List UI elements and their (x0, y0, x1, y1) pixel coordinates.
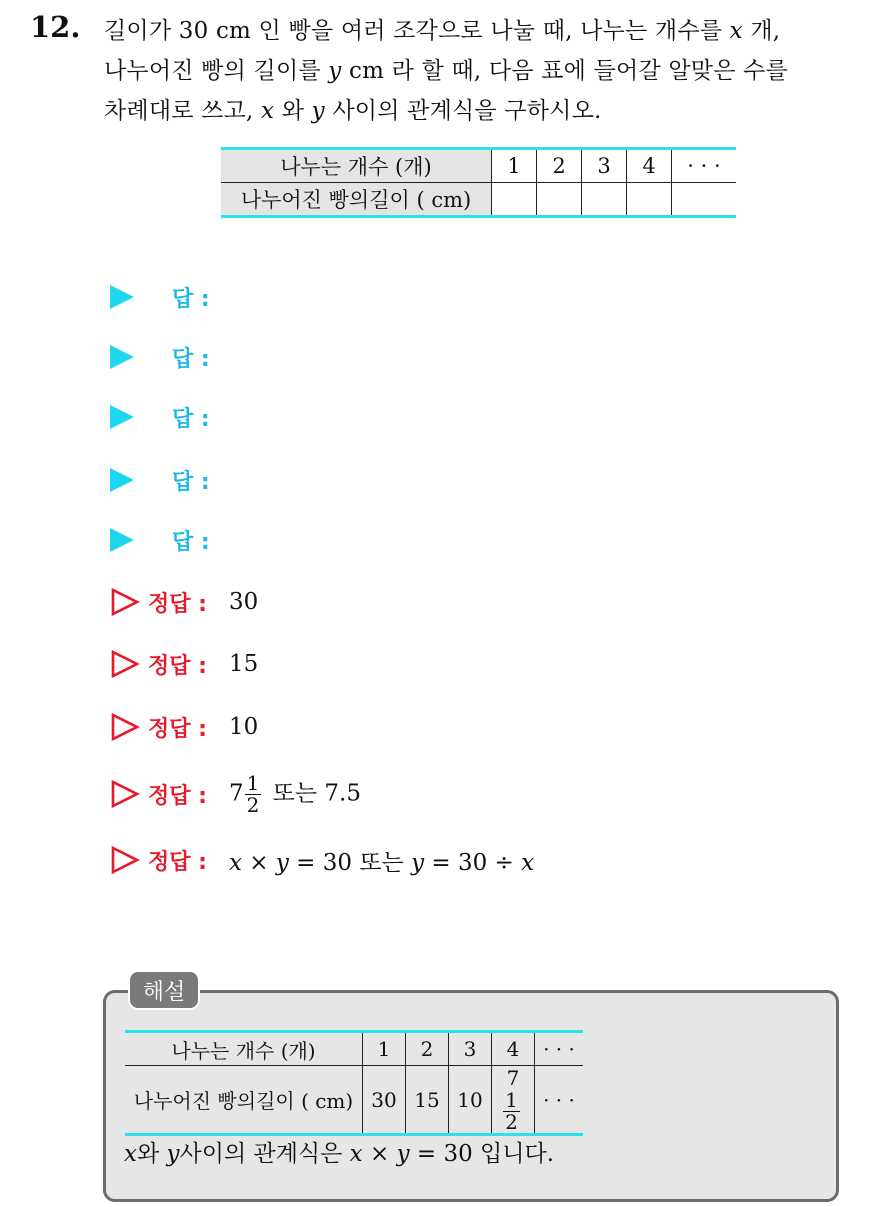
question-number: 12. (30, 10, 81, 44)
answer-label: 답 : (172, 346, 210, 372)
correct-value: 30 (228, 589, 259, 615)
explanation-tab: 해설 (128, 970, 200, 1010)
answer-label: 답 : (172, 286, 210, 312)
table-blank-cell[interactable] (627, 183, 672, 217)
table-cell: · · · (535, 1032, 584, 1066)
table-cell: 15 (406, 1066, 449, 1135)
table-cell: 4 (492, 1032, 535, 1066)
outline-triangle-icon (110, 649, 140, 679)
question-line-3: 차례대로 쓰고, x 와 y 사이의 관계식을 구하시오. (104, 98, 602, 124)
play-triangle-icon (110, 468, 134, 492)
table-cell: 1 (492, 149, 537, 183)
table-cell: 3 (582, 149, 627, 183)
answer-label: 답 : (172, 469, 210, 495)
answer-row-5[interactable] (110, 520, 210, 560)
outline-triangle-icon (110, 587, 140, 617)
table-header-count: 나누는 개수 (개) (221, 149, 492, 183)
fraction: $\frac{1}{2}$ (505, 1088, 518, 1134)
play-triangle-icon (110, 528, 134, 552)
table-row (125, 1066, 583, 1135)
correct-value: x × y = 30 또는 y = 30 ÷ x (228, 849, 535, 876)
table-blank-cell[interactable] (492, 183, 537, 217)
answer-row-3[interactable] (110, 397, 210, 437)
table-header-count: 나누는 개수 (개) (125, 1032, 363, 1066)
table-cell: · · · (672, 149, 737, 183)
answer-label: 답 : (172, 406, 210, 432)
table-header-length: 나누어진 빵의길이 ( cm) (221, 183, 492, 217)
table-header-length: 나누어진 빵의길이 ( cm) (125, 1066, 363, 1135)
outline-triangle-icon (110, 779, 140, 809)
answer-row-2[interactable] (110, 337, 210, 377)
correct-value: 10 (228, 714, 259, 740)
answer-row-1[interactable] (110, 277, 210, 317)
table-cell: 7 $\frac{1}{2}$ (492, 1066, 535, 1135)
table-cell: 2 (537, 149, 582, 183)
correct-answer-5: 정답 : x × y = 30 또는 y = 30 ÷ x (110, 838, 534, 882)
explanation-table (125, 1030, 583, 1136)
question-line-2: 나누어진 빵의 길이를 y cm 라 할 때, 다음 표에 들어갈 알맞은 수를 (104, 58, 788, 84)
correct-value: 7 $\frac{1}{2}$ 또는 7.5 (228, 770, 361, 817)
correct-answer-4: 정답 : 7 $\frac{1}{2}$ 또는 7.5 (110, 766, 361, 822)
question-line-1: 길이가 30 cm 인 빵을 여러 조각으로 나눌 때, 나누는 개수를 x 개, (104, 18, 781, 44)
table-cell: 30 (363, 1066, 406, 1135)
table-blank-cell[interactable] (537, 183, 582, 217)
table-cell: · · · (535, 1066, 584, 1135)
table-row (221, 149, 736, 183)
table-blank-cell[interactable] (582, 183, 627, 217)
table-row (125, 1032, 583, 1066)
table-row (221, 183, 736, 217)
correct-answer-2: 정답 : 15 (110, 642, 258, 686)
correct-answer-3: 정답 : 10 (110, 705, 258, 749)
answer-label: 답 : (172, 529, 210, 555)
table-cell: 4 (627, 149, 672, 183)
correct-value: 15 (228, 651, 259, 677)
table-cell: 3 (449, 1032, 492, 1066)
table-cell: 10 (449, 1066, 492, 1135)
table-cell: 2 (406, 1032, 449, 1066)
table-blank-cell[interactable] (672, 183, 737, 217)
explanation-sentence: x와 y사이의 관계식은 x × y = 30 입니다. (124, 1141, 554, 1167)
table-cell: 1 (363, 1032, 406, 1066)
answer-row-4[interactable] (110, 460, 210, 500)
problem-table (221, 147, 736, 218)
outline-triangle-icon (110, 712, 140, 742)
play-triangle-icon (110, 345, 134, 369)
outline-triangle-icon (110, 845, 140, 875)
correct-answer-1: 정답 : 30 (110, 580, 258, 624)
play-triangle-icon (110, 405, 134, 429)
play-triangle-icon (110, 285, 134, 309)
fraction: $\frac{1}{2}$ (246, 770, 260, 817)
